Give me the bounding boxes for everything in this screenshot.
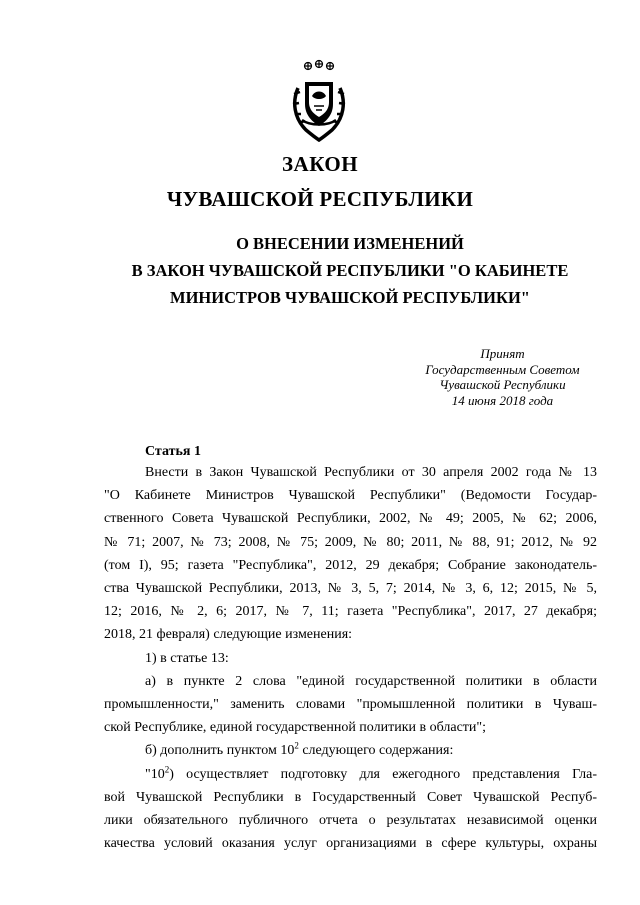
body-line: ской Республике, единой государственной политики в области"; <box>104 720 487 736</box>
adoption-label: Принят <box>480 346 525 361</box>
article-heading: Статья 1 <box>145 444 201 459</box>
law-subtitle-line-1: О ВНЕСЕНИИ ИЗМЕНЕНИЙ <box>236 234 464 253</box>
law-title-republic: ЧУВАШСКОЙ РЕСПУБЛИКИ <box>166 187 474 211</box>
body-line: 1) в статье 13: <box>145 650 229 666</box>
body-line <box>104 739 597 762</box>
chuvash-emblem-icon <box>288 58 350 142</box>
body-text: б) дополнить пунктом 10 <box>145 743 295 759</box>
law-title: ЗАКОН <box>281 152 359 176</box>
law-subtitle-line-2: В ЗАКОН ЧУВАШСКОЙ РЕСПУБЛИКИ "О КАБИНЕТЕ <box>131 261 569 280</box>
article-body <box>104 461 597 855</box>
body-line: лики обязательного публичного отчета о результатах независимой оценки <box>104 813 597 829</box>
law-subtitle-line-3: МИНИСТРОВ ЧУВАШСКОЙ РЕСПУБЛИКИ" <box>170 288 530 307</box>
body-line: промышленности," заменить словами "промышленной политики в Чуваш- <box>104 697 597 713</box>
body-line: № 71; 2007, № 73; 2008, № 75; 2009, № 80; 2011, № 88, 91; 2012, № 92 <box>104 534 597 550</box>
body-text: следующего содержания: <box>298 743 454 759</box>
body-line <box>104 763 597 786</box>
superscript: 2 <box>164 763 170 774</box>
body-line: вой Чувашской Республики в Государственный Совет Чувашской Респуб- <box>104 789 597 805</box>
adoption-block <box>400 346 605 408</box>
body-text: "10 <box>145 766 165 782</box>
body-line: ства Чувашской Республики, 2013, № 3, 5, 7; 2014, № 3, 6, 12; 2015, № 5, <box>104 581 597 597</box>
body-line: Внести в Закон Чувашской Республики от 30 апреля 2002 года № 13 <box>145 465 597 480</box>
adoption-republic: Чувашской Республики <box>439 377 566 392</box>
body-line: качества условий оказания услуг организациями в сфере культуры, охраны <box>104 836 597 852</box>
body-text: ) осуществляет подготовку для ежегодного представления Гла- <box>169 766 597 782</box>
body-line: (том I), 95; газета "Республика", 2012, 29 декабря; Собрание законодатель- <box>104 557 597 573</box>
adoption-body: Государственным Советом <box>425 361 580 377</box>
body-line: 2018, 21 февраля) следующие изменения: <box>104 627 353 643</box>
body-line: а) в пункте 2 слова "единой государственной политики в области <box>145 673 597 689</box>
body-line: "О Кабинете Министров Чувашской Республики" (Ведомости Государ- <box>104 488 597 504</box>
body-line: ственного Совета Чувашской Республики, 2002, № 49; 2005, № 62; 2006, <box>104 511 597 527</box>
body-line: 12; 2016, № 2, 6; 2017, № 7, 11; газета "Республика", 2017, 27 декабря; <box>104 604 597 620</box>
adoption-date: 14 июня 2018 года <box>451 392 554 408</box>
superscript: 2 <box>294 740 299 751</box>
